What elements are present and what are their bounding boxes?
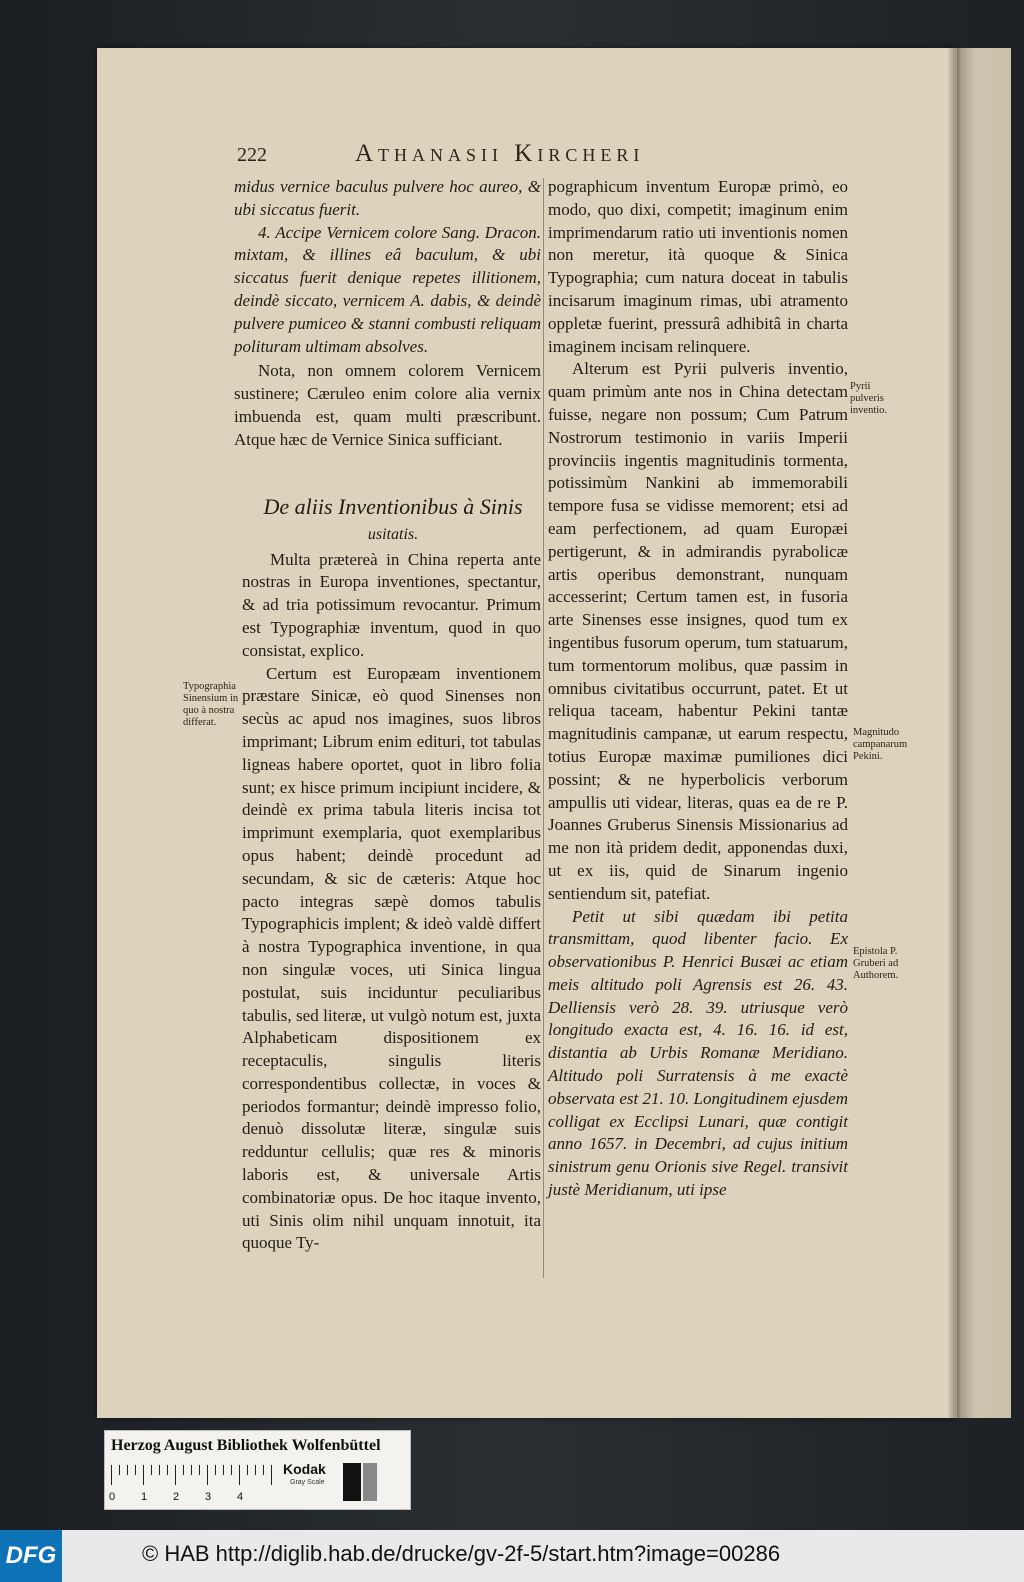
column-rule: [543, 178, 544, 1278]
ruler-tick: [199, 1465, 200, 1475]
color-calibration-label: [104, 1430, 411, 1510]
section-heading: [248, 493, 538, 549]
ruler-tick: [231, 1465, 232, 1475]
paragraph: Petit ut sibi quædam ibi petita transmittam, quod libenter facio. Ex observationibus P. Henrici Busæi ac etiam meis altitudo poli Agrensis est 26. 43. Delliensis verò 28. 39. utriusque verò longitudo exacta est, 4. 16. 16. id est, distantia ab Urbis Romanæ Meridiano. Altitudo poli Surratensis à me exactè observata est 21. 10. Longitudinem ejusdem colligat ex Ecclipsi Lunari, quæ contigit anno 1657. in Decembri, ad cujus initium sinistrum genu Orionis sive Regel. transivit justè Meridianum, uti ipse: [548, 906, 848, 1200]
paragraph: 4. Accipe Vernicem colore Sang. Dracon. mixtam, & illines eâ baculum, & ubi siccatus fuerit denique repetes illitionem, deindè siccato, vernicem A. dabis, & deindè pulvere pumiceo & stanni combusti reliquam polituram ultimam absolves.: [234, 222, 541, 356]
paragraph: Certum est Europæam inventionem præstare Sinicæ, eò quod Sinenses non secùs ac apud nos imagines, suos libros imprimant; Librum enim edituri, tot tabulas ligneas habere oportet, quot in libro folia sunt; ex hisce primum incipiunt incidere, & deindè ex prima tabula literis incisa tot imprimunt exemplaria, quot exemplaribus opus habent; deindè procedunt ad secundam, & sic de cæteris: Atque hoc pacto integras sæpè domos tabulis Typographicis implent; & ideò valdè differt à nostra Typographica inventione, in qua non singulæ voces, uti Sinica lingua postulat, suis inciduntur peculiaribus tabulis, sed literæ, ut vulgò notum est, juxta Alphabeticam dispositionem ex receptaculis, singulis literis correspondentibus collectæ, in voces & periodos formantur; deindè impresso folio, denuò dissolutæ literæ, singulæ suis redduntur cellulis; quæ res & minoris laboris est, & universale Artis combinatoriæ opus. De hoc itaque invento, uti Sinis olim nihil unquam innotuit, ita quoque Ty-: [242, 663, 541, 1253]
ruler-number: 0: [109, 1491, 116, 1503]
kodak-sub-label: Gray Scale: [290, 1479, 325, 1486]
ruler-tick: [127, 1465, 128, 1475]
footer-credit: © HAB http://diglib.hab.de/drucke/gv-2f-5/start.htm?image=00286: [142, 1541, 781, 1566]
ruler-tick: [135, 1465, 136, 1475]
page-gutter: [947, 48, 961, 1418]
ruler-number: 4: [237, 1491, 244, 1503]
left-column: [234, 176, 541, 1255]
ruler-tick: [215, 1465, 216, 1475]
facing-page-edge: [957, 48, 1011, 1418]
ruler-tick: [271, 1465, 272, 1485]
ruler-tick: [207, 1465, 208, 1485]
heading-sub: usitatis.: [367, 526, 419, 543]
gray-patch-mid: [363, 1463, 377, 1501]
footer-bar: [0, 1530, 1024, 1582]
ruler-tick: [191, 1465, 192, 1475]
library-name: Herzog August Bibliothek Wolfenbüttel: [111, 1437, 381, 1454]
heading-main: De aliis Inventionibus à Sinis: [263, 494, 523, 519]
ruler-tick: [119, 1465, 120, 1475]
gray-patch-dark: [343, 1463, 361, 1501]
running-title: Athanasii Kircheri: [355, 140, 645, 167]
paragraph: midus vernice baculus pulvere hoc aureo, & ubi siccatus fuerit.: [234, 177, 541, 219]
ruler-tick: [223, 1465, 224, 1475]
ruler-tick: [247, 1465, 248, 1475]
ruler-tick: [239, 1465, 240, 1485]
running-head: [237, 140, 737, 174]
page-number: 222: [237, 144, 267, 166]
right-column: [548, 176, 848, 1202]
margin-note-pyrii: Pyrii pulveris inventio.: [850, 381, 888, 416]
ruler-tick: [263, 1465, 264, 1475]
ruler-number: 2: [173, 1491, 180, 1503]
ruler-tick: [255, 1465, 256, 1475]
margin-note-epistola: Epistola P. Gruberi ad Authorem.: [853, 946, 899, 981]
paragraph: Alterum est Pyrii pulveris inventio, quam primùm ante nos in China detectam fuisse, negare non possum; Cum Patrum Nostrorum testimonio in variis Imperii provinciis ingentis magnitudinis tormenta, potissimùm Nankini ab immemorabili tempore fusa se vidisse memorent; etsi ad eam perfectionem, ad quam Europæi pertigerunt, & in admirandis pyrabolicæ artis operibus demonstrant, nunquam accesserint; Certum tamen est, in fusoria arte Sinenses esse insignes, quod tum ex ingentibus fusorum operum, tum statuarum, tum tormentorum molibus, quæ passim in omnibus civitatibus occurrunt, patet. Et ut reliqua taceam, habentur Pekini tantæ magnitudinis campanæ, ut earum respectu, totius Europæ maximæ pumiliones dici possint; & ne hyperbolicis verborum ampullis uti videar, literas, quas ea de re P. Joannes Gruberus Sinensis Missionarius ad me non ità pridem dedit, apponendas duxi, ut ex iis, quid de Sinarum ingenio sentiendum sit, patefiat.: [548, 359, 848, 903]
ruler-number: 1: [141, 1491, 148, 1503]
kodak-label: Kodak: [283, 1461, 326, 1477]
ruler-tick: [111, 1465, 112, 1485]
ruler-tick: [159, 1465, 160, 1475]
paragraph: Multa prætereà in China reperta ante nostras in Europa inventiones, spectantur, & ad tria potissimum revocantur. Primum est Typographiæ inventum, quod in quo consistat, explico.: [242, 549, 541, 660]
scale-ruler: [109, 1465, 276, 1503]
dfg-logo[interactable]: DFG: [0, 1530, 62, 1582]
ruler-tick: [175, 1465, 176, 1485]
ruler-tick: [143, 1465, 144, 1485]
margin-note-typographia: Typographia Sinensium in quo à nostra differat.: [183, 681, 239, 728]
ruler-tick: [183, 1465, 184, 1475]
ruler-tick: [167, 1465, 168, 1475]
ruler-number: 3: [205, 1491, 212, 1503]
paragraph: Nota, non omnem colorem Vernicem sustinere; Cæruleo enim colore alia vernix imbuenda est, quam multi præscribunt. Atque hæc de Vernice Sinica sufficiant.: [234, 361, 541, 449]
ruler-tick: [151, 1465, 152, 1475]
margin-note-magnitudo: Magnitudo campanarum Pekini.: [853, 727, 908, 762]
paragraph: pographicum inventum Europæ primò, eo modo, quo dixi, competit; imaginum enim imprimendarum ratio uti inventionis nomen non meretur, ità quoque & Sinica Typographia; cum natura doceat in tabulis incisarum imaginum rimas, ubi atramento oppletæ fuerint, pressurâ adhibitâ in charta imaginem incisam relinquere.: [548, 177, 848, 356]
